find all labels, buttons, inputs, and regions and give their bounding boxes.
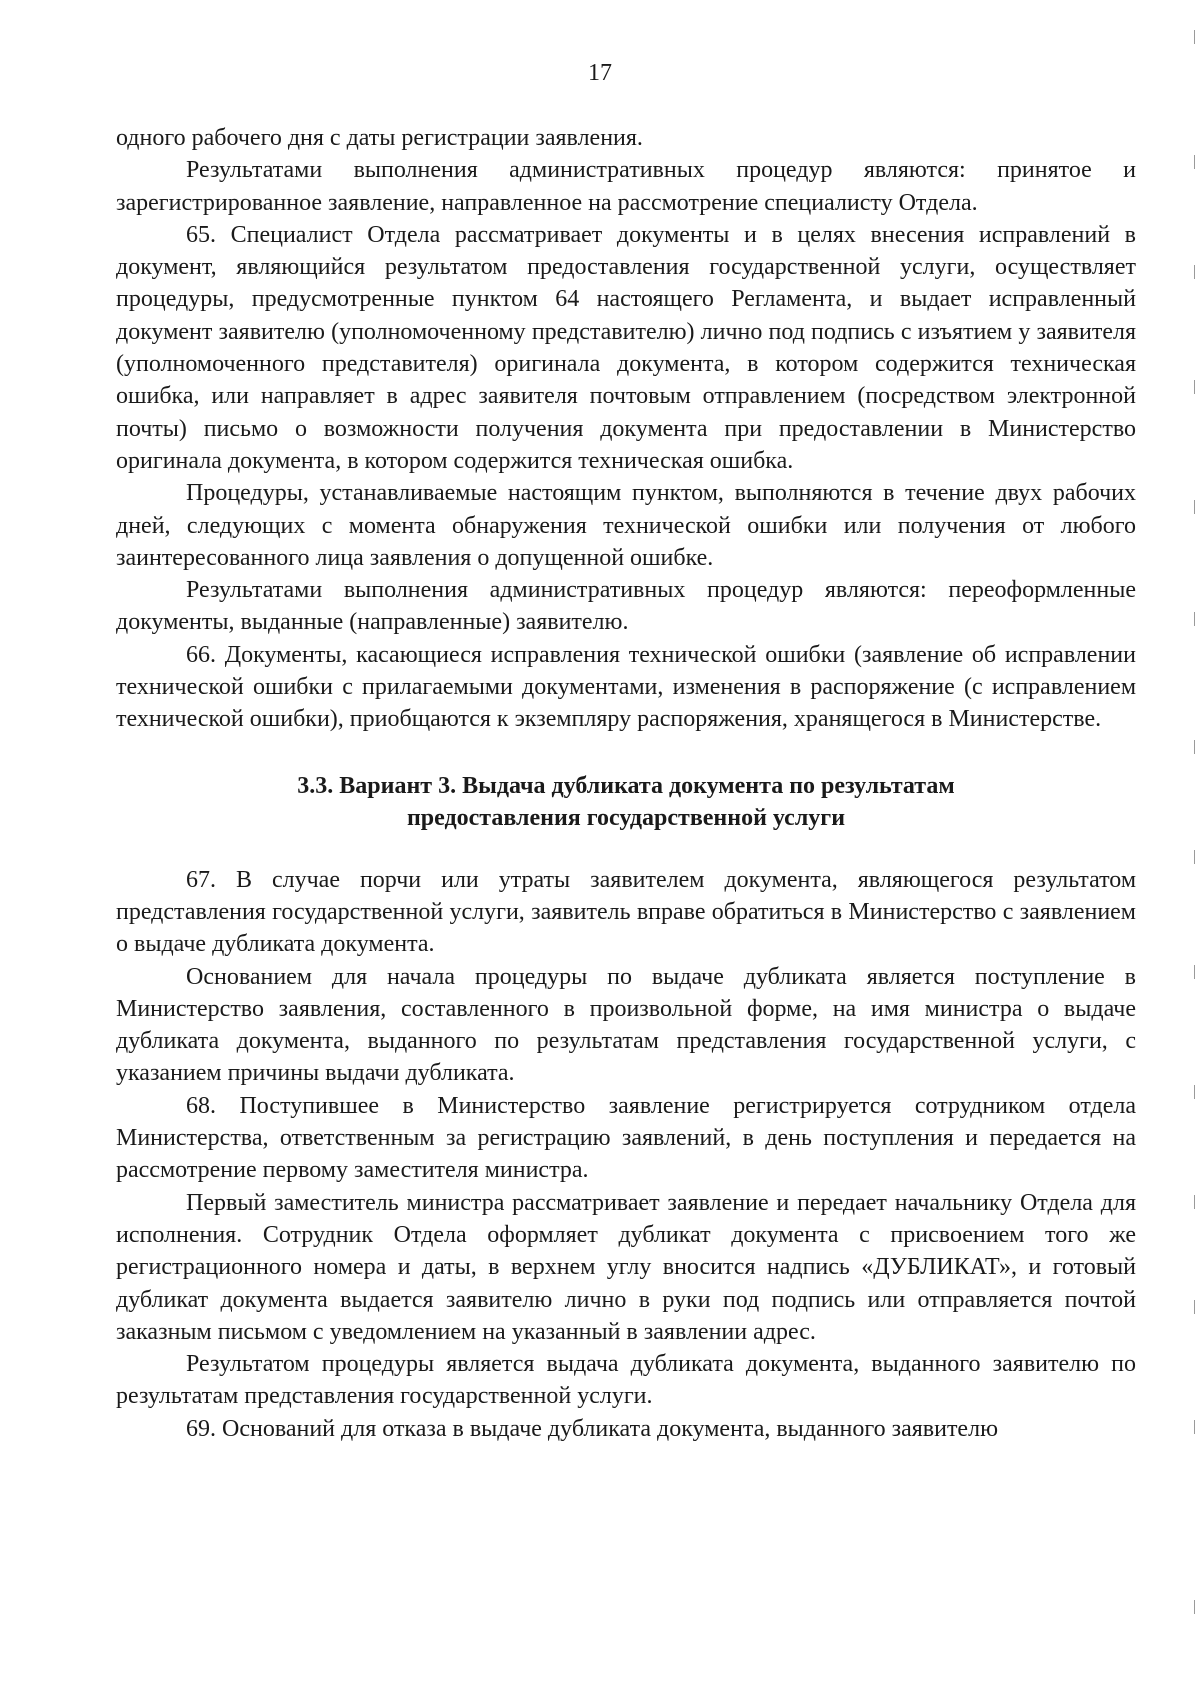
scan-mark: [1194, 155, 1195, 169]
section-heading-line-2: предоставления государственной услуги: [406, 804, 846, 831]
scan-mark: [1194, 500, 1195, 514]
paragraphs-before: [116, 122, 1136, 736]
paragraph: одного рабочего дня с даты регистрации заявления.: [116, 125, 643, 151]
page-number: 17: [588, 60, 612, 86]
scan-mark: [1194, 380, 1195, 394]
scan-edge-marks: [1194, 0, 1198, 1692]
scan-mark: [1194, 612, 1195, 626]
scan-mark: [1194, 1300, 1195, 1314]
paragraph: Первый заместитель министра рассматривает заявление и передает начальнику Отдела для исполнения. Сотрудник Отдела оформляет дубликат документа с присвоением того же регистрационного номера и даты, в верхнем углу вносится надпись «ДУБЛИКАТ», и готовый дубликат документа выдается заявителю лично в руки под подпись или отправляется почтой заказным письмом с уведомлением на указанный в заявлении адрес.: [116, 1189, 1136, 1345]
scan-mark: [1194, 265, 1195, 279]
paragraph: 69. Оснований для отказа в выдаче дубликата документа, выданного заявителю: [186, 1415, 998, 1442]
scan-mark: [1194, 30, 1195, 44]
scan-mark: [1194, 1420, 1195, 1434]
paragraph: 67. В случае порчи или утраты заявителем документа, являющегося результатом представления государственной услуги, заявитель вправе обратиться в Министерство с заявлением о выдаче дубликата документа.: [116, 866, 1136, 958]
section-heading-line-1: 3.3. Вариант 3. Выдача дубликата документа по результатам: [297, 772, 955, 799]
paragraph: 65. Специалист Отдела рассматривает документы и в целях внесения исправлений в документ, являющийся результатом предоставления государственной услуги, осуществляет процедуры, предусмотренные пунктом 64 настоящего Регламента, и выдает исправленный документ заявителю (уполномоченному представителю) лично под подпись с изъятием у заявителя (уполномоченного представителя) оригинала документа, в котором содержится техническая ошибка, или направляет в адрес заявителя почтовым отправлением (посредством электронной почты) письмо о возможности получения документа при предоставлении в Министерство оригинала документа, в котором содержится техническая ошибка.: [116, 221, 1136, 474]
scan-mark: [1194, 1600, 1195, 1614]
document-body: [116, 122, 1136, 1445]
section-heading: [116, 770, 1136, 834]
scan-mark: [1194, 740, 1195, 754]
paragraph: Результатами выполнения административных процедур являются: переоформленные документы, выданные (направленные) заявителю.: [116, 577, 1136, 636]
scan-mark: [1194, 1085, 1195, 1099]
paragraph: 66. Документы, касающиеся исправления технической ошибки (заявление об исправлении технической ошибки с прилагаемыми документами, изменения в распоряжение (с исправлением технической ошибки), приобщаются к экземпляру распоряжения, хранящегося в Министерстве.: [116, 641, 1136, 733]
scan-mark: [1194, 850, 1195, 864]
paragraph: Результатами выполнения административных процедур являются: принятое и зарегистрированное заявление, направленное на рассмотрение специалисту Отдела.: [116, 157, 1136, 216]
paragraph: Процедуры, устанавливаемые настоящим пунктом, выполняются в течение двух рабочих дней, следующих с момента обнаружения технической ошибки или получения от любого заинтересованного лица заявления о допущенной ошибке.: [116, 480, 1136, 571]
scan-mark: [1194, 965, 1195, 979]
paragraph: 68. Поступившее в Министерство заявление регистрируется сотрудником отдела Министерства, ответственным за регистрацию заявлений, в день поступления и передается на рассмотрение первому заместителя министра.: [116, 1092, 1136, 1184]
scan-mark: [1194, 1195, 1195, 1209]
paragraph: Основанием для начала процедуры по выдаче дубликата является поступление в Министерство заявления, составленного в произвольной форме, на имя министра о выдаче дубликата документа, выданного по результатам представления государственной услуги, с указанием причины выдачи дубликата.: [116, 963, 1136, 1087]
paragraphs-after: [116, 864, 1136, 1445]
paragraph: Результатом процедуры является выдача дубликата документа, выданного заявителю по результатам представления государственной услуги.: [116, 1351, 1136, 1410]
